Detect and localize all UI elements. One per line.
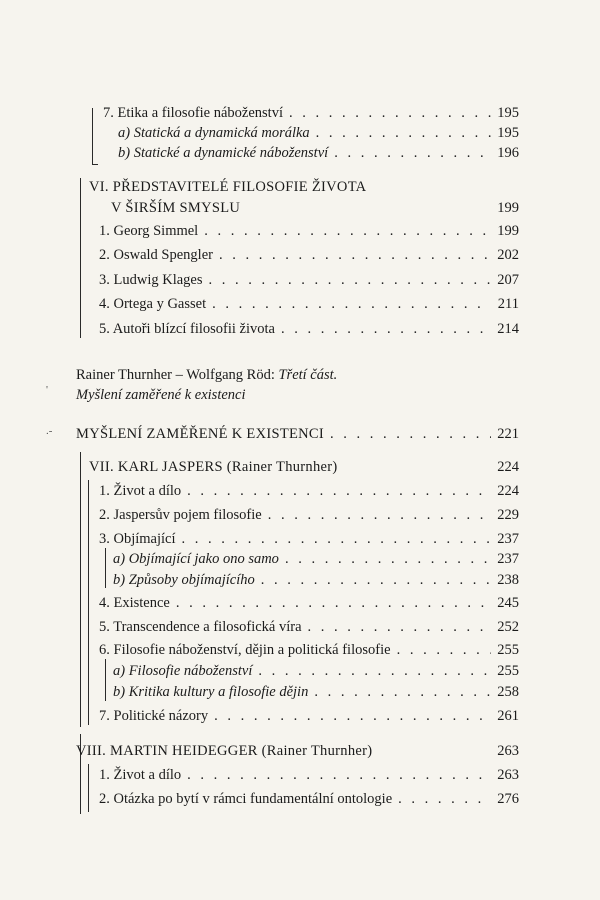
toc-entry-label: 7. Politické názory xyxy=(99,708,209,724)
toc-entry-page: 221 xyxy=(497,426,519,442)
chapter-heading-line1: VI. PŘEDSTAVITELÉ FILOSOFIE ŽIVOTA xyxy=(89,179,367,195)
part-subtitle: Myšlení zaměřené k existenci xyxy=(76,387,246,403)
toc-entry-label: 3. Objímající xyxy=(99,531,176,547)
toc-entry-page: 195 xyxy=(497,105,519,121)
toc-entry-label: 5. Transcendence a filosofická víra xyxy=(99,619,302,635)
bracket-rule-e7 xyxy=(92,108,93,164)
toc-entry-label: 4. Existence xyxy=(99,595,170,611)
toc-entry-page: 196 xyxy=(497,145,519,161)
toc-entry[interactable] xyxy=(99,641,519,659)
bracket-rule-vii6 xyxy=(105,659,106,701)
part-title: Třetí část. xyxy=(278,367,338,383)
toc-entry-label: VIII. MARTIN HEIDEGGER (Rainer Thurnher) xyxy=(76,743,373,759)
toc-entry-label: 6. Filosofie náboženství, dějin a politická filosofie xyxy=(99,642,391,658)
toc-entry-label: 7. Etika a filosofie náboženství xyxy=(103,105,283,121)
part-heading xyxy=(76,366,337,384)
toc-entry[interactable] xyxy=(99,482,519,500)
toc-entry[interactable] xyxy=(99,506,519,524)
toc-entry-label: VII. KARL JASPERS (Rainer Thurnher) xyxy=(89,459,338,475)
toc-entry-page: 229 xyxy=(497,507,519,523)
leader-dots xyxy=(289,104,491,122)
leader-dots xyxy=(219,246,491,264)
margin-speck: .- xyxy=(46,425,53,437)
toc-entry-label: MYŠLENÍ ZAMĚŘENÉ K EXISTENCI xyxy=(76,426,325,442)
leader-dots xyxy=(204,222,491,240)
leader-dots xyxy=(285,550,491,568)
toc-entry-page: 195 xyxy=(497,125,519,141)
toc-entry-label: 1. Život a dílo xyxy=(99,483,182,499)
toc-entry-label: a) Statická a dynamická morálka xyxy=(118,125,310,141)
toc-entry-page: 199 xyxy=(497,200,519,216)
toc-entry-label: a) Filosofie náboženství xyxy=(113,663,253,679)
toc-entry[interactable] xyxy=(99,707,519,725)
toc-entry-page: 261 xyxy=(497,708,519,724)
toc-entry-label: b) Statické a dynamické náboženství xyxy=(118,145,329,161)
toc-entry[interactable] xyxy=(113,683,519,701)
toc-entry-page: 237 xyxy=(497,531,519,547)
bracket-rule-vii3 xyxy=(105,548,106,588)
toc-entry-label: 2. Otázka po bytí v rámci fundamentální ontologie xyxy=(99,791,393,807)
toc-entry-page: 258 xyxy=(497,684,519,700)
toc-entry-page: 245 xyxy=(497,595,519,611)
toc-entry[interactable] xyxy=(99,246,519,264)
toc-entry-page: 224 xyxy=(497,459,519,475)
chapter-heading-line2: V ŠIRŠÍM SMYSLU xyxy=(111,200,241,216)
bracket-rule-vii-sub xyxy=(88,480,89,725)
bracket-rule-vii xyxy=(80,452,81,727)
toc-entry-label: 5. Autoři blízcí filosofii života xyxy=(99,321,275,337)
leader-dots xyxy=(330,425,491,443)
toc-entry-page: 238 xyxy=(497,572,519,588)
toc-entry-label: 2. Oswald Spengler xyxy=(99,247,213,263)
chapter-heading[interactable] xyxy=(76,742,519,760)
toc-entry[interactable] xyxy=(76,425,519,443)
toc-entry[interactable] xyxy=(99,530,519,548)
leader-dots xyxy=(316,124,491,142)
toc-entry[interactable] xyxy=(118,144,519,162)
toc-entry-label: 2. Jaspersův pojem filosofie xyxy=(99,507,262,523)
toc-entry[interactable] xyxy=(99,766,519,784)
leader-dots xyxy=(214,707,491,725)
toc-entry-label: b) Způsoby objímajícího xyxy=(113,572,255,588)
toc-entry-page: 211 xyxy=(497,296,519,312)
toc-entry[interactable] xyxy=(103,104,519,122)
toc-entry[interactable] xyxy=(99,222,519,240)
toc-entry-page: 263 xyxy=(497,767,519,783)
leader-dots xyxy=(397,641,491,659)
toc-entry[interactable] xyxy=(113,662,519,680)
toc-entry-label: 3. Ludwig Klages xyxy=(99,272,203,288)
leader-dots xyxy=(176,594,491,612)
toc-entry-label: b) Kritika kultury a filosofie dějin xyxy=(113,684,309,700)
chapter-heading[interactable] xyxy=(111,199,519,217)
leader-dots xyxy=(398,790,491,808)
toc-entry[interactable] xyxy=(99,790,519,808)
bracket-rule-vi xyxy=(80,178,81,338)
leader-dots xyxy=(187,766,491,784)
toc-entry-page: 252 xyxy=(497,619,519,635)
bracket-rule-viii-sub xyxy=(88,764,89,812)
toc-entry-page: 214 xyxy=(497,321,519,337)
toc-entry-page: 276 xyxy=(497,791,519,807)
toc-entry[interactable] xyxy=(99,594,519,612)
leader-dots xyxy=(212,295,491,313)
toc-entry[interactable] xyxy=(99,271,519,289)
toc-entry[interactable] xyxy=(99,320,519,338)
leader-dots xyxy=(334,144,491,162)
bracket-rule-e7-bottom xyxy=(92,164,98,165)
leader-dots xyxy=(182,530,491,548)
leader-dots xyxy=(187,482,491,500)
toc-entry[interactable] xyxy=(118,124,519,142)
leader-dots xyxy=(258,662,491,680)
chapter-heading[interactable] xyxy=(89,458,519,476)
toc-entry-page: 255 xyxy=(497,642,519,658)
toc-entry-page: 224 xyxy=(497,483,519,499)
toc-entry-label: 1. Georg Simmel xyxy=(99,223,199,239)
toc-entry[interactable] xyxy=(99,618,519,636)
leader-dots xyxy=(314,683,491,701)
toc-entry-page: 207 xyxy=(497,272,519,288)
toc-entry-page: 199 xyxy=(497,223,519,239)
toc-entry[interactable] xyxy=(113,571,519,589)
toc-entry[interactable] xyxy=(113,550,519,568)
toc-entry-label: 1. Život a dílo xyxy=(99,767,182,783)
leader-dots xyxy=(281,320,491,338)
margin-speck: ' xyxy=(46,384,48,396)
leader-dots xyxy=(268,506,491,524)
part-authors: Rainer Thurnher – Wolfgang Röd: xyxy=(76,367,275,383)
leader-dots xyxy=(308,618,491,636)
toc-entry-page: 202 xyxy=(497,247,519,263)
toc-entry-label: 4. Ortega y Gasset xyxy=(99,296,207,312)
toc-entry[interactable] xyxy=(99,295,519,313)
toc-entry-page: 237 xyxy=(497,551,519,567)
toc-entry-label: a) Objímající jako ono samo xyxy=(113,551,279,567)
leader-dots xyxy=(209,271,492,289)
toc-entry-page: 255 xyxy=(497,663,519,679)
toc-entry-page: 263 xyxy=(497,743,519,759)
leader-dots xyxy=(261,571,491,589)
